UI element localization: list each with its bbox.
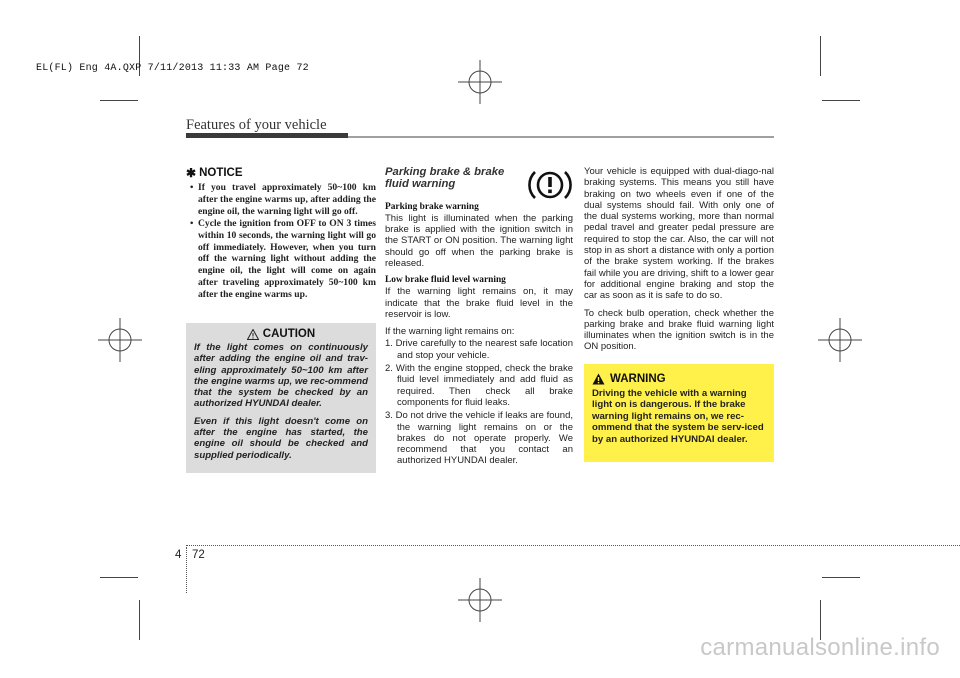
print-slug: EL(FL) Eng 4A.QXP 7/11/2013 11:33 AM Page 72 (36, 63, 309, 74)
registration-mark-top (458, 60, 502, 104)
dual-braking-section (584, 166, 774, 359)
list-item: 1. Drive carefully to the nearest safe location and stop your vehicle. (385, 338, 573, 361)
gutter-dotted-rule (186, 547, 187, 593)
list-item: 2. With the engine stopped, check the brake fluid level immediately and add fluid as required. Then check all brake components for fluid leaks. (385, 363, 573, 408)
parking-brake-title: Parking brake & brake fluid warning (385, 166, 505, 191)
registration-mark-left (98, 318, 142, 362)
warning-triangle-icon (592, 373, 605, 385)
list-item: • If you travel approximately 50~100 km after the engine warms up, after adding the engine oil, the warning light will go off. (186, 182, 376, 218)
notice-title: NOTICE (199, 167, 243, 179)
caution-title: CAUTION (262, 328, 316, 340)
notice-section (186, 166, 376, 301)
parking-brake-text: This light is illuminated when the parking brake is applied with the ignition switch in the START or ON position. The warning light should go off when the parking brake is released. (385, 212, 573, 269)
registration-mark-bottom (458, 578, 502, 622)
fluid-steps (385, 338, 573, 466)
dual-braking-text: Your vehicle is equipped with dual-diago-nal braking systems. This means you still have braking on two wheels even if one of the dual systems should fail. With only one of the dual systems working, more than normal pedal travel and greater pedal pressure are required to stop the car. Also, the car will not stop in as short a distance with only a portion of the brake system working. If the brakes fail while you are driving, shift to a lower gear for additional engine braking and stop the car as soon as it is safe to do so. (584, 166, 774, 302)
header-rule-accent (186, 133, 348, 138)
chapter-number: 4 (175, 549, 182, 561)
warning-text: Driving the vehicle with a warning light on is dangerous. If the brake warning light remains on, we rec-ommend that the system be serv-iced by an authorized HYUNDAI dealer. (592, 388, 764, 445)
caution-box (186, 323, 376, 473)
watermark: carmanualsonline.info (700, 634, 940, 661)
section-title: Features of your vehicle (186, 117, 327, 133)
list-item: 3. Do not drive the vehicle if leaks are found, the warning light remains on or the brakes do not operate properly. We recommend that you contact an authorized HYUNDAI dealer. (385, 410, 573, 467)
bulb-check-text: To check bulb operation, check whether the parking brake and brake fluid warning light illuminates when the ignition switch is in the ON position. (584, 307, 774, 353)
caution-triangle-icon (247, 329, 259, 340)
warning-box (584, 364, 774, 462)
footer-dotted-rule (186, 545, 960, 546)
registration-mark-right (818, 318, 862, 362)
page-number: 72 (192, 549, 205, 561)
caution-heading (194, 328, 368, 340)
notice-star-icon: ✱ (186, 166, 197, 180)
fluid-level-text: If the warning light remains on, it may indicate that the brake fluid level in the reservoir is low. (385, 286, 573, 320)
notice-list (186, 182, 376, 301)
list-item: • Cycle the ignition from OFF to ON 3 times within 10 seconds, the warning light will go off immediately. However, when you turn off the warning light without adding the engine oil, the light will come on again after traveling approximately 50~100 km after the engine warms up. (186, 218, 376, 301)
warning-title: WARNING (610, 373, 666, 385)
caution-paragraph: Even if this light doesn't come on after the engine has started, the engine oil should be checked and supplied periodically. (194, 415, 368, 461)
warning-heading (592, 373, 766, 385)
notice-heading (186, 166, 376, 180)
fluid-level-lead: If the warning light remains on: (385, 326, 515, 338)
caution-body (194, 342, 368, 461)
parking-brake-heading: Parking brake warning (385, 201, 479, 212)
parking-brake-section (385, 166, 573, 469)
fluid-level-heading: Low brake fluid level warning (385, 275, 506, 286)
caution-paragraph: If the light comes on continuously after adding the engine oil and trav-eling approximately 50~100 km after the engine warms up, we rec-ommend that the system be checked by an authorized HYUNDAI dealer. (194, 342, 368, 410)
